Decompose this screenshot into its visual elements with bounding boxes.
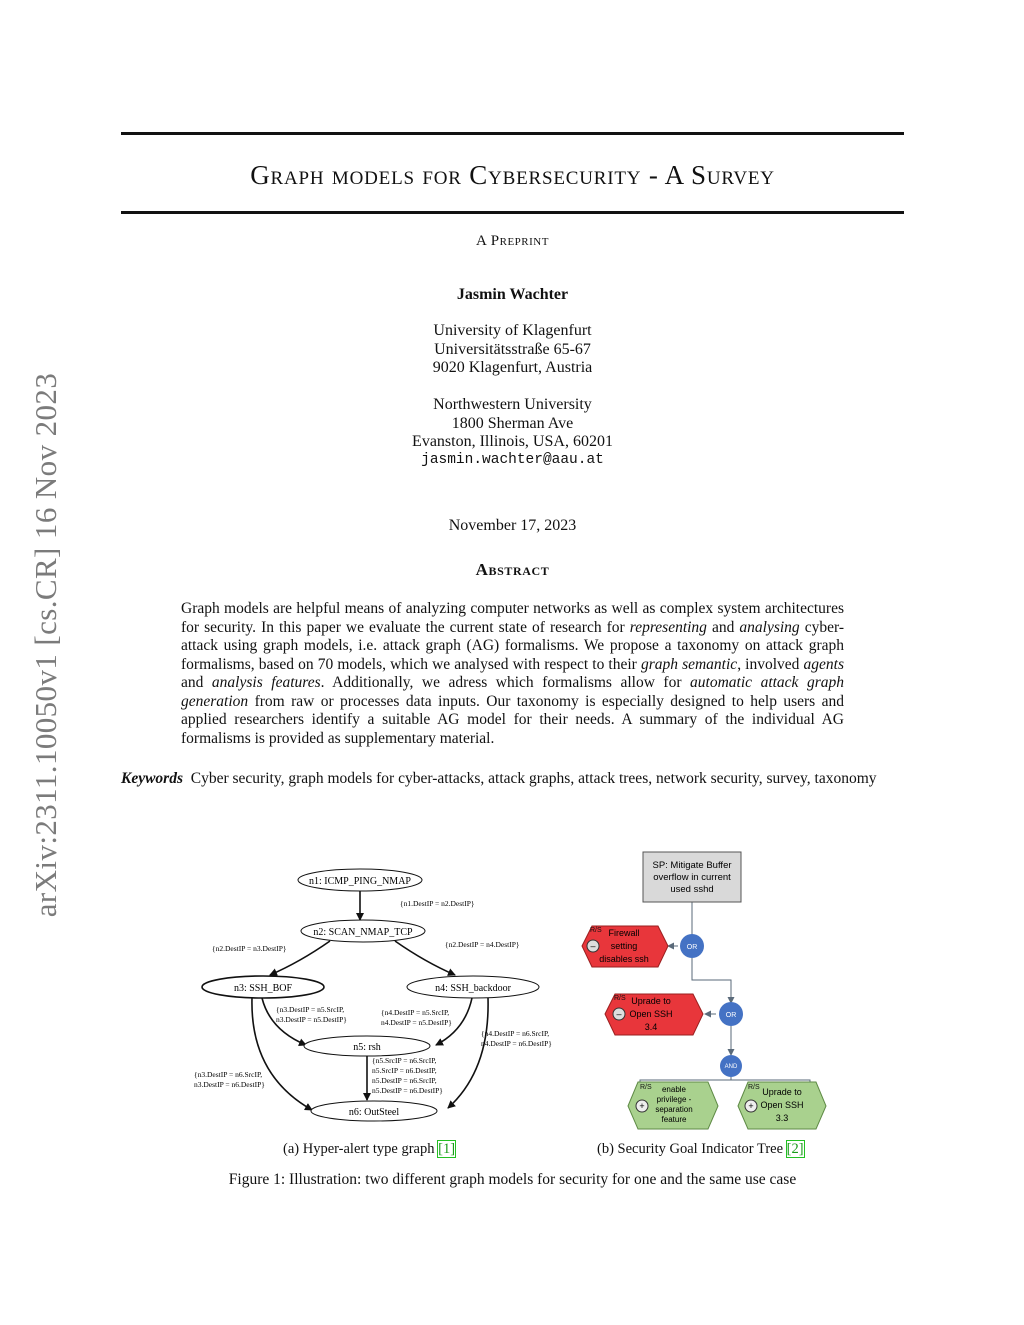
privilege-line: separation [655,1105,693,1114]
keywords-label: Keywords [121,770,183,787]
edge-label: n5.DestIP = n6.SrcIP, [372,1076,437,1085]
paper-date: November 17, 2023 [448,517,577,534]
citation-link[interactable]: [2] [786,1141,804,1157]
paper-title: Graph models for Cybersecurity - A Survey [250,160,775,190]
edge-label: n5.SrcIP = n6.DestIP, [372,1066,437,1075]
rs-label: R/S [614,995,626,1002]
upgrade-34-line: Open SSH [629,1009,673,1019]
edge-label: {n4.DestIP = n5.SrcIP, [381,1008,450,1017]
goal-line: overflow in current [653,872,731,883]
affiliation-line: University of Klagenfurt [433,322,592,339]
privilege-line: feature [661,1115,687,1124]
edge-n4-n6 [448,998,488,1108]
affiliation-line: Universitätsstraße 65-67 [434,340,591,358]
node-n3-label: n3: SSH_BOF [233,983,293,994]
node-n4-label: n4: SSH_backdoor [435,983,511,994]
abstract-heading: Abstract [475,560,550,579]
node-n2-label: n2: SCAN_NMAP_TCP [313,927,413,938]
upgrade-34-line: 3.4 [644,1022,658,1032]
connector [692,958,731,1003]
node-n5-label: n5: rsh [353,1042,381,1053]
rs-label: R/S [590,927,602,934]
citation-link[interactable]: [1] [438,1141,456,1157]
firewall-line: disables ssh [599,954,649,964]
edge-label: n3.DestIP = n5.DestIP} [276,1015,347,1024]
edge-label: {n5.SrcIP = n6.SrcIP, [372,1056,437,1065]
upgrade-33-line: Open SSH [760,1100,804,1110]
abstract-text: Graph models are helpful means of analyzing computer networks as well as complex system architectures for security. In this paper we evaluate the current state of research for representing and analysing cyber-attack using graph models, i.e. attack graph (AG) formalisms. We propose a taxonomy on attack graph formalisms, based on 70 models, which we analysed with respect to their graph semantic, involved agents and analysis features. Additionally, we adress which formalisms allow for automatic attack graph generation from raw or processes data inputs. Our taxonomy is especially designed to help users and applied researchers identify a suitable AG model for their needs. A summary of the individual AG formalisms is provided as supplementary material. [181,600,845,747]
keywords-text: Cyber security, graph models for cyber-attacks, attack graphs, attack trees, network security, survey, taxonomy [190,770,877,787]
affiliation-line: 9020 Klagenfurt, Austria [432,359,593,376]
goal-line: SP: Mitigate Buffer [652,860,732,871]
firewall-line: setting [610,941,638,951]
goal-line: used sshd [670,884,714,895]
privilege-line: enable [661,1085,687,1094]
author-name: Jasmin Wachter [456,286,569,303]
edge-label: n3.DestIP = n6.DestIP} [194,1080,265,1089]
edge-label: {n1.DestIP = n2.DestIP} [400,899,475,908]
minus-icon-label: – [616,1009,622,1019]
node-n1-label: n1: ICMP_PING_NMAP [309,876,411,887]
plus-icon-label: + [748,1101,754,1111]
rs-label: R/S [748,1084,760,1091]
upgrade-33-line: 3.3 [775,1113,789,1123]
author-email[interactable]: jasmin.wachter@aau.at [421,452,604,468]
firewall-line: Firewall [608,928,640,938]
privilege-line: privilege - [656,1095,692,1104]
edge-label: n4.DestIP = n5.DestIP} [381,1018,452,1027]
upgrade-33-line: Uprade to [762,1087,802,1097]
security-goal-indicator-tree [582,852,826,1129]
edge-label: {n3.DestIP = n6.SrcIP, [194,1070,263,1079]
affiliation-line: Northwestern University [433,396,592,413]
subcaption-a: (a) Hyper-alert type graph [1] [283,1141,456,1157]
edge-label: {n3.DestIP = n5.SrcIP, [276,1005,345,1014]
affiliation-line: 1800 Sherman Ave [451,414,574,432]
figure-caption: Figure 1: Illustration: two different graph models for security for one and the same use case [228,1171,797,1188]
arxiv-identifier: arXiv:2311.10050v1 [cs.CR] 16 Nov 2023 [28,372,63,918]
subcaption-b: (b) Security Goal Indicator Tree [2] [597,1141,804,1157]
or-gate-label: OR [725,1012,737,1019]
node-n6-label: n6: OutSteel [348,1107,400,1118]
plus-icon-label: + [639,1101,645,1111]
rs-label: R/S [640,1084,652,1091]
edge-label: n4.DestIP = n6.DestIP} [481,1039,552,1048]
or-gate-label: OR [686,944,698,951]
edge-label: {n4.DestIP = n6.SrcIP, [481,1029,550,1038]
and-gate-label: AND [724,1064,738,1070]
hyper-alert-graph [194,869,552,1121]
preprint-label: A Preprint [476,233,549,249]
affiliation-line: Evanston, Illinois, USA, 60201 [412,433,613,450]
edge-label: {n2.DestIP = n3.DestIP} [212,944,287,953]
edge-label: {n2.DestIP = n4.DestIP} [445,940,520,949]
edge-label: n5.DestIP = n6.DestIP} [372,1086,443,1095]
minus-icon-label: – [590,941,596,951]
upgrade-34-line: Uprade to [631,996,671,1006]
